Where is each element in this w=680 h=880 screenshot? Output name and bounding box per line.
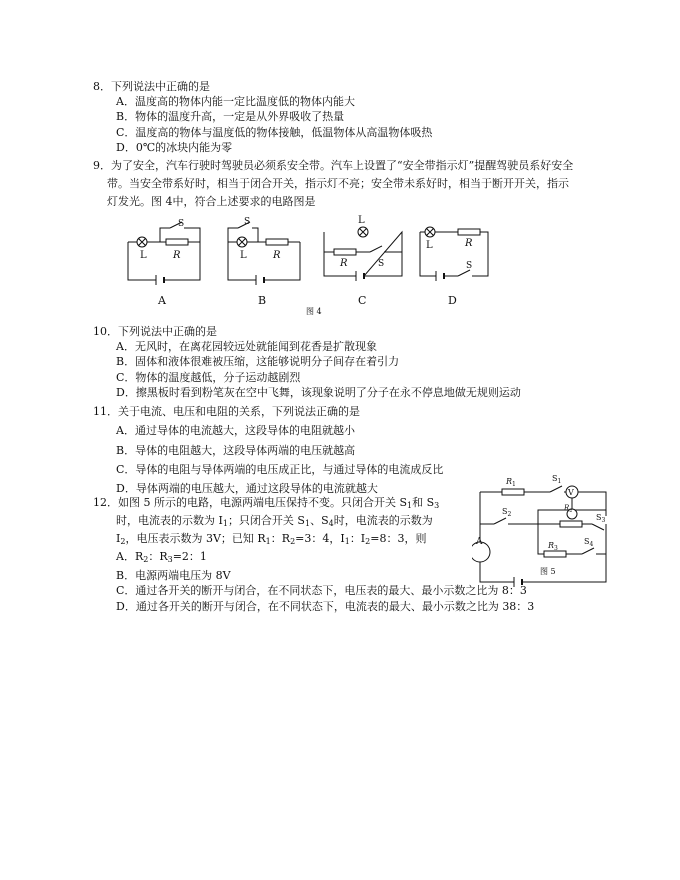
label-s: S bbox=[178, 219, 185, 229]
q8-option-d: D．0℃的冰块内能为零 bbox=[116, 141, 233, 154]
circuit-d bbox=[420, 227, 488, 307]
label-r: R bbox=[273, 250, 281, 261]
q11-option-b: B．导体的电阻越大，这段导体两端的电压就越高 bbox=[116, 444, 356, 457]
label-r: R bbox=[340, 258, 348, 269]
resistor-r1-icon bbox=[502, 489, 524, 495]
q9-stem: 9．为了安全，汽车行驶时驾驶员必须系安全带。汽车上设置了“安全带指示灯”提醒驾驶员系好安全 bbox=[93, 159, 574, 172]
resistor-icon bbox=[166, 239, 188, 245]
circuit-a bbox=[128, 219, 200, 307]
circuit-d-label: D bbox=[448, 294, 457, 307]
figure-5-caption: 图 5 bbox=[540, 567, 556, 576]
circuit-c bbox=[324, 215, 402, 307]
q10-option-c: C．物体的温度越低，分子运动越剧烈 bbox=[116, 371, 301, 384]
label-r: R bbox=[173, 250, 181, 261]
label-s: S bbox=[378, 259, 385, 269]
label-s3: $S_3$ bbox=[596, 513, 606, 524]
label-r2: $R_2$ bbox=[564, 504, 573, 514]
label-r: R bbox=[465, 238, 473, 249]
q8-option-a: A．温度高的物体内能一定比温度低的物体内能大 bbox=[116, 95, 355, 108]
figure-4-caption: 图 4 bbox=[306, 307, 322, 316]
q12-stem-line1: 12．如图 5 所示的电路，电源两端电压保持不变。只闭合开关 $S_1$和 $S_3$ bbox=[93, 496, 440, 510]
circuit-c-label: C bbox=[358, 294, 367, 307]
label-s2: $S_2$ bbox=[502, 507, 512, 518]
label-s1: $S_1$ bbox=[552, 474, 562, 485]
q9-stem-line3: 灯发光。图 4中，符合上述要求的电路图是 bbox=[107, 195, 316, 208]
q12-stem-line3: $I_2$，电压表示数为 3V；已知 $R_1$：$R_2=3$：4，$I_1$：$I_2=8$：3，则 bbox=[116, 532, 427, 546]
resistor-icon bbox=[458, 229, 480, 235]
circuit-a-label: A bbox=[158, 294, 166, 307]
q10-option-b: B．固体和液体很难被压缩，这能够说明分子间存在着引力 bbox=[116, 355, 400, 368]
ammeter-label: A bbox=[476, 537, 483, 547]
q9-stem-line2: 带。当安全带系好时，相当于闭合开关，指示灯不亮；安全带未系好时，相当于断开开关，指示 bbox=[107, 177, 569, 190]
resistor-r2-icon bbox=[560, 521, 582, 527]
resistor-icon bbox=[266, 239, 288, 245]
q11-option-c: C．导体的电阻与导体两端的电压成正比，与通过导体的电流成反比 bbox=[116, 463, 444, 476]
q8-option-b: B．物体的温度升高，一定是从外界吸收了热量 bbox=[116, 110, 345, 123]
figure-4 bbox=[120, 214, 500, 320]
label-r3: $R_3$ bbox=[548, 541, 558, 552]
label-l: L bbox=[140, 250, 147, 261]
q12-option-c: C．通过各开关的断开与闭合，在不同状态下，电压表的最大、最小示数之比为 8：3 bbox=[116, 584, 527, 597]
q8-stem: 8．下列说法中正确的是 bbox=[93, 80, 210, 93]
label-l: L bbox=[358, 215, 365, 226]
q12-option-b: B．电源两端电压为 8V bbox=[116, 569, 231, 582]
q11-option-a: A．通过导体的电流越大，这段导体的电阻就越小 bbox=[116, 424, 355, 437]
q12-option-d: D．通过各开关的断开与闭合，在不同状态下，电流表的最大、最小示数之比为 38：3 bbox=[116, 600, 535, 613]
label-s: S bbox=[466, 261, 473, 271]
label-l: L bbox=[240, 250, 247, 261]
circuit-b-label: B bbox=[258, 294, 267, 307]
q11-option-d: D．导体两端的电压越大，通过这段导体的电流就越大 bbox=[116, 482, 378, 495]
label-s: S bbox=[244, 217, 251, 227]
voltmeter-label: V bbox=[568, 488, 574, 497]
q8-option-c: C．温度高的物体与温度低的物体接触，低温物体从高温物体吸热 bbox=[116, 126, 433, 139]
q12-option-a: A．$R_2$：$R_3=2$：1 bbox=[116, 550, 207, 564]
circuit-b bbox=[228, 217, 300, 307]
q11-stem: 11．关于电流、电压和电阻的关系，下列说法正确的是 bbox=[93, 405, 360, 418]
label-s4: $S_4$ bbox=[584, 537, 594, 548]
resistor-icon bbox=[334, 249, 356, 255]
label-r1: $R_1$ bbox=[506, 477, 516, 488]
q10-stem: 10．下列说法中正确的是 bbox=[93, 325, 217, 338]
q12-stem-line2: 时，电流表的示数为 $I_1$；只闭合开关 $S_1$、$S_4$时，电流表的示数为 bbox=[116, 514, 433, 528]
q10-option-d: D．擦黑板时看到粉笔灰在空中飞舞，该现象说明了分子在永不停息地做无规则运动 bbox=[116, 386, 521, 399]
label-l: L bbox=[426, 240, 433, 251]
q10-option-a: A．无风时，在离花园较远处就能闻到花香是扩散现象 bbox=[116, 340, 377, 353]
figure-5 bbox=[472, 470, 622, 588]
